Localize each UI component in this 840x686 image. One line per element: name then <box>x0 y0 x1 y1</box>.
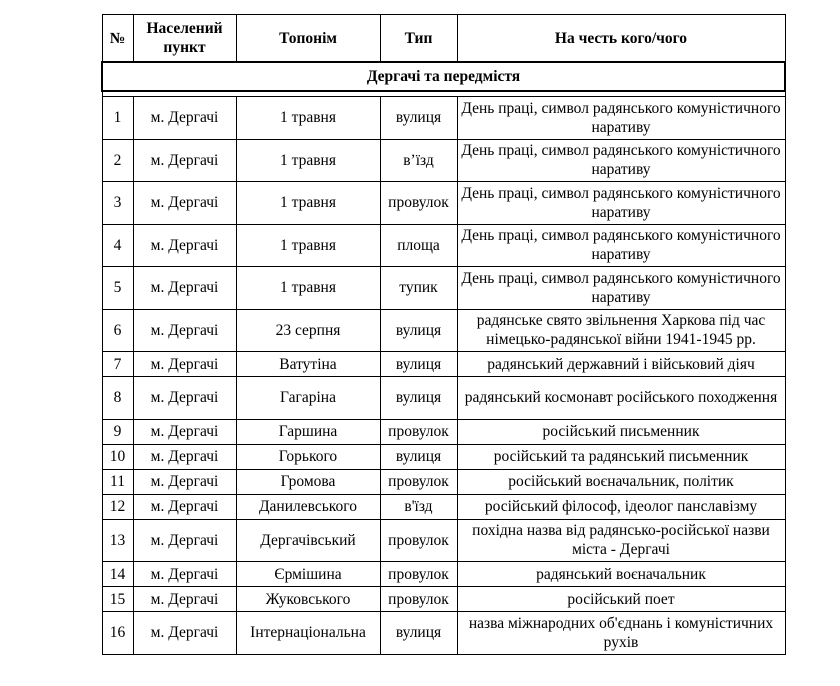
cell-locality: м. Дергачі <box>133 267 236 310</box>
cell-toponym: Інтернаціональна <box>236 612 380 655</box>
cell-type: вулиця <box>380 309 457 352</box>
cell-type: вулиця <box>380 352 457 377</box>
table-body <box>102 62 785 654</box>
table-row <box>102 267 785 310</box>
cell-honor: радянський державний і військовий діяч <box>457 352 785 377</box>
table-row <box>102 469 785 494</box>
cell-number: 5 <box>102 267 133 310</box>
table-row <box>102 139 785 182</box>
cell-honor: російський та радянський письменник <box>457 444 785 469</box>
cell-honor: радянський космонавт російського походження <box>457 377 785 420</box>
header-locality: Населений пункт <box>133 15 236 63</box>
cell-locality: м. Дергачі <box>133 469 236 494</box>
cell-number: 15 <box>102 587 133 612</box>
table-row <box>102 419 785 444</box>
cell-number: 14 <box>102 562 133 587</box>
cell-honor: День праці, символ радянського комуністичного наративу <box>457 97 785 140</box>
cell-toponym: 1 травня <box>236 182 380 225</box>
cell-honor: російський воєначальник, політик <box>457 469 785 494</box>
cell-locality: м. Дергачі <box>133 612 236 655</box>
header-number: № <box>102 15 133 63</box>
cell-type: провулок <box>380 562 457 587</box>
cell-honor: День праці, символ радянського комуністичного наративу <box>457 182 785 225</box>
cell-number: 16 <box>102 612 133 655</box>
header-type: Тип <box>380 15 457 63</box>
table-row <box>102 377 785 420</box>
table-row <box>102 97 785 140</box>
cell-type: тупик <box>380 267 457 310</box>
cell-number: 2 <box>102 139 133 182</box>
cell-type: вулиця <box>380 377 457 420</box>
table-row <box>102 224 785 267</box>
cell-toponym: 1 травня <box>236 267 380 310</box>
cell-type: провулок <box>380 419 457 444</box>
cell-honor: російський філософ, ідеолог панславізму <box>457 494 785 519</box>
cell-number: 13 <box>102 519 133 562</box>
cell-locality: м. Дергачі <box>133 587 236 612</box>
cell-toponym: 1 травня <box>236 224 380 267</box>
cell-honor: радянське свято звільнення Харкова під час німецько-радянської війни 1941-1945 рр. <box>457 309 785 352</box>
cell-locality: м. Дергачі <box>133 419 236 444</box>
cell-toponym: Ватутіна <box>236 352 380 377</box>
cell-toponym: Жуковського <box>236 587 380 612</box>
cell-toponym: Громова <box>236 469 380 494</box>
cell-honor: День праці, символ радянського комуністичного наративу <box>457 267 785 310</box>
cell-type: вулиця <box>380 612 457 655</box>
table-row <box>102 562 785 587</box>
cell-toponym: Гагаріна <box>236 377 380 420</box>
table-row <box>102 587 785 612</box>
cell-toponym: Єрмішина <box>236 562 380 587</box>
cell-toponym: Дергачівський <box>236 519 380 562</box>
cell-locality: м. Дергачі <box>133 352 236 377</box>
cell-number: 10 <box>102 444 133 469</box>
cell-number: 11 <box>102 469 133 494</box>
header-row <box>102 15 785 63</box>
cell-type: вулиця <box>380 444 457 469</box>
table-row <box>102 444 785 469</box>
toponyms-table <box>101 14 786 655</box>
cell-locality: м. Дергачі <box>133 139 236 182</box>
cell-number: 7 <box>102 352 133 377</box>
table-header <box>102 15 785 63</box>
cell-locality: м. Дергачі <box>133 309 236 352</box>
cell-number: 12 <box>102 494 133 519</box>
cell-type: провулок <box>380 469 457 494</box>
cell-type: провулок <box>380 519 457 562</box>
cell-honor: День праці, символ радянського комуністичного наративу <box>457 224 785 267</box>
cell-type: в’їзд <box>380 139 457 182</box>
table-row <box>102 309 785 352</box>
cell-locality: м. Дергачі <box>133 97 236 140</box>
cell-number: 8 <box>102 377 133 420</box>
cell-locality: м. Дергачі <box>133 224 236 267</box>
section-title: Дергачі та передмістя <box>102 62 785 91</box>
cell-locality: м. Дергачі <box>133 377 236 420</box>
cell-honor: російський письменник <box>457 419 785 444</box>
cell-toponym: 1 травня <box>236 97 380 140</box>
cell-honor: радянський воєначальник <box>457 562 785 587</box>
cell-type: вулиця <box>380 97 457 140</box>
table-row <box>102 182 785 225</box>
cell-toponym: Горького <box>236 444 380 469</box>
table-row <box>102 519 785 562</box>
cell-honor: російський поет <box>457 587 785 612</box>
cell-toponym: Гаршина <box>236 419 380 444</box>
cell-type: площа <box>380 224 457 267</box>
cell-number: 6 <box>102 309 133 352</box>
cell-type: провулок <box>380 587 457 612</box>
cell-number: 3 <box>102 182 133 225</box>
cell-toponym: 23 серпня <box>236 309 380 352</box>
cell-honor: назва міжнародних об'єднань і комуністичних рухів <box>457 612 785 655</box>
cell-toponym: 1 травня <box>236 139 380 182</box>
cell-honor: День праці, символ радянського комуністичного наративу <box>457 139 785 182</box>
cell-locality: м. Дергачі <box>133 494 236 519</box>
cell-type: провулок <box>380 182 457 225</box>
cell-locality: м. Дергачі <box>133 519 236 562</box>
cell-toponym: Данилевського <box>236 494 380 519</box>
cell-number: 1 <box>102 97 133 140</box>
cell-honor: похідна назва від радянсько-російської назви міста - Дергачі <box>457 519 785 562</box>
cell-type: в'їзд <box>380 494 457 519</box>
cell-locality: м. Дергачі <box>133 444 236 469</box>
table-row <box>102 494 785 519</box>
table-row <box>102 352 785 377</box>
table-row <box>102 612 785 655</box>
cell-number: 9 <box>102 419 133 444</box>
section-row <box>102 62 785 91</box>
header-honor: На честь кого/чого <box>457 15 785 63</box>
header-toponym: Топонім <box>236 15 380 63</box>
cell-locality: м. Дергачі <box>133 562 236 587</box>
cell-number: 4 <box>102 224 133 267</box>
cell-locality: м. Дергачі <box>133 182 236 225</box>
